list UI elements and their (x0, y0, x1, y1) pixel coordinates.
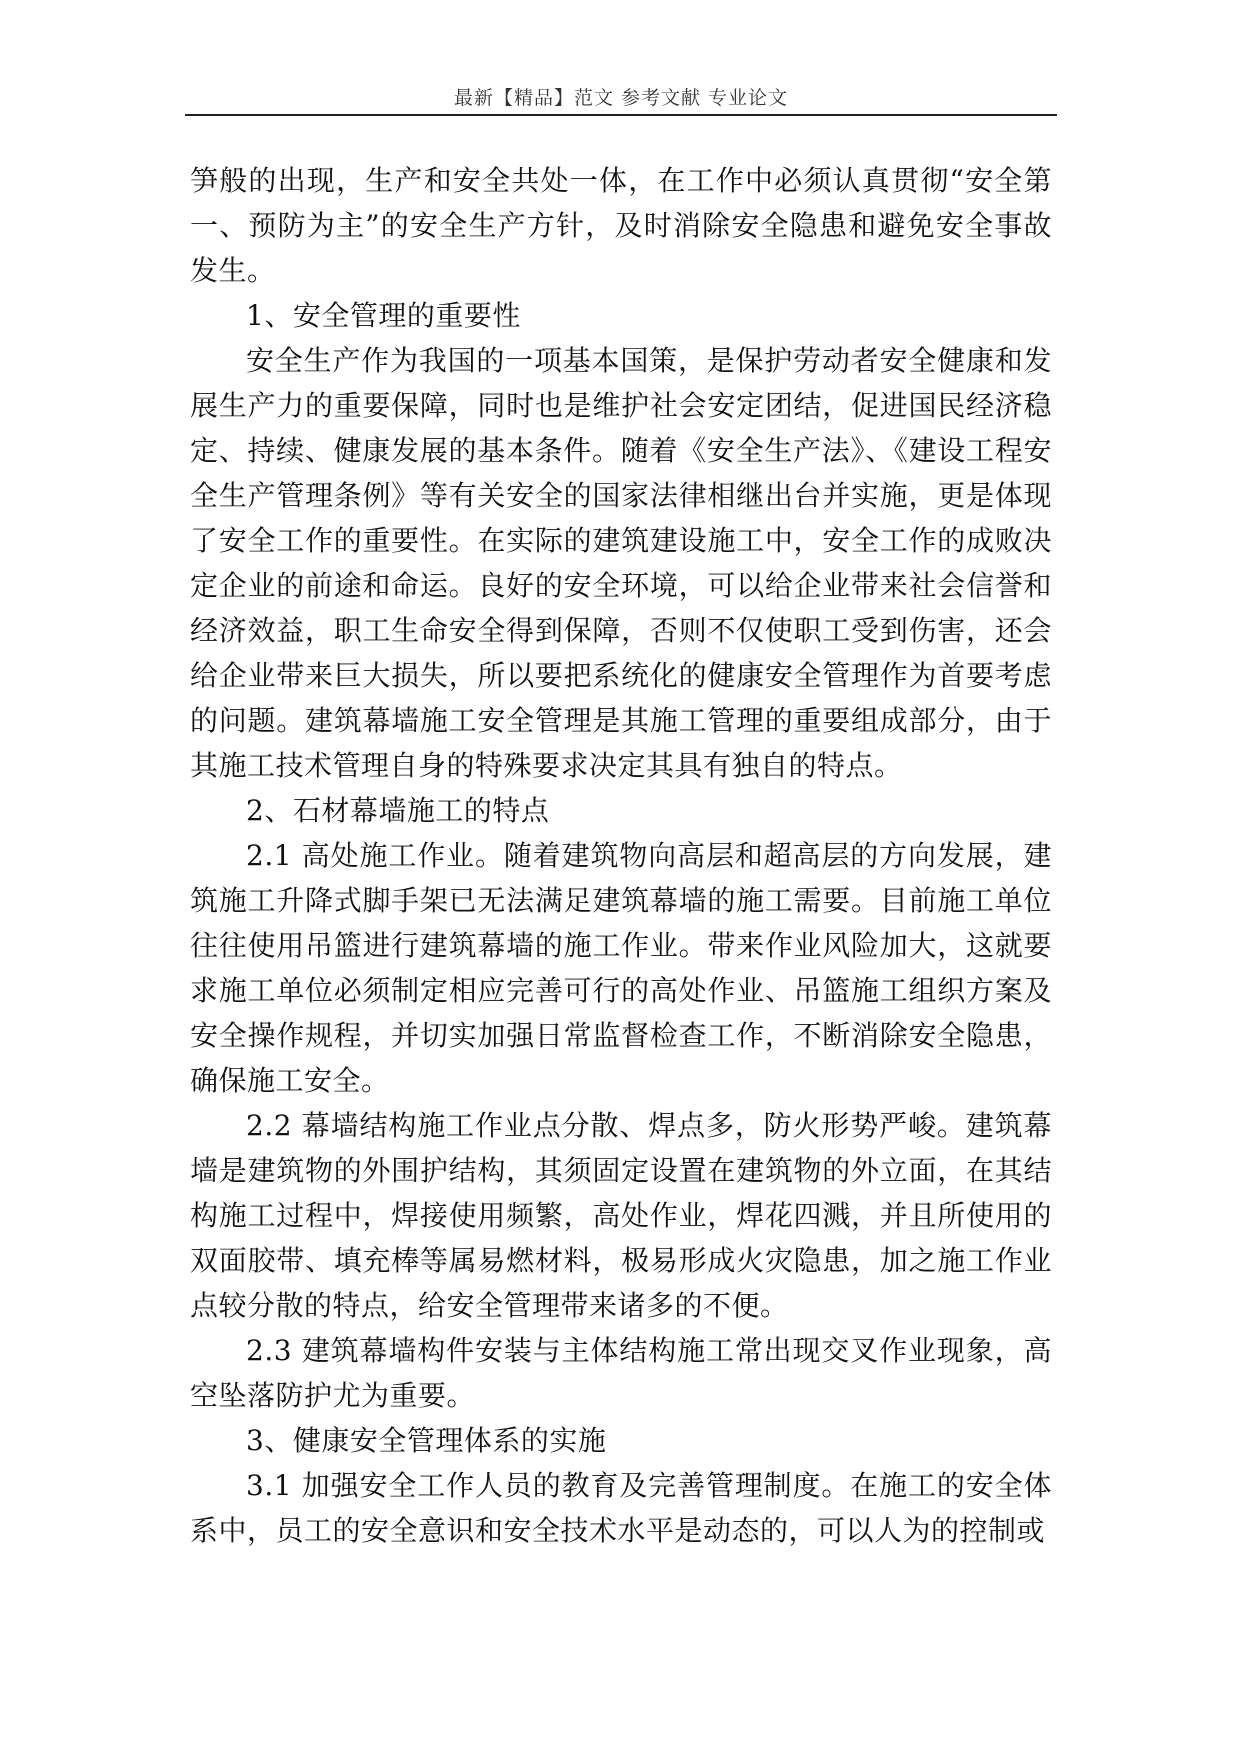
running-header: 最新【精品】范文 参考文献 专业论文 (453, 87, 789, 109)
section-heading-1: 1、安全管理的重要性 (246, 299, 521, 332)
document-body (190, 158, 1052, 1553)
header-divider (185, 114, 1057, 116)
paragraph-2-3: 2.3 建筑幕墙构件安装与主体结构施工常出现交叉作业现象，高空坠落防护尤为重要。 (190, 1334, 1052, 1412)
paragraph-2-1: 2.1 高处施工作业。随着建筑物向高层和超高层的方向发展，建筑施工升降式脚手架已无法满足建筑幕墙的施工需要。目前施工单位往往使用吊篮进行建筑幕墙的施工作业。带来作业风险加大，这就要求施工单位必须制定相应完善可行的高处作业、吊篮施工组织方案及安全操作规程，并切实加强日常监督检查工作，不断消除安全隐患，确保施工安全。 (190, 839, 1052, 1097)
paragraph-importance: 安全生产作为我国的一项基本国策，是保护劳动者安全健康和发展生产力的重要保障，同时也是维护社会安定团结，促进国民经济稳定、持续、健康发展的基本条件。随着《安全生产法》、《建设工程安全生产管理条例》等有关安全的国家法律相继出台并实施，更是体现了安全工作的重要性。在实际的建筑建设施工中，安全工作的成败决定企业的前途和命运。良好的安全环境，可以给企业带来社会信誉和经济效益，职工生命安全得到保障，否则不仅使职工受到伤害，还会给企业带来巨大损失，所以要把系统化的健康安全管理作为首要考虑的问题。建筑幕墙施工安全管理是其施工管理的重要组成部分，由于其施工技术管理自身的特殊要求决定其具有独自的特点。 (190, 344, 1052, 782)
paragraph-continuation: 笋般的出现，生产和安全共处一体，在工作中必须认真贯彻“安全第一、预防为主”的安全生产方针，及时消除安全隐患和避免安全事故发生。 (190, 164, 1052, 287)
section-heading-2: 2、石材幕墙施工的特点 (246, 794, 550, 827)
paragraph-3-1: 3.1 加强安全工作人员的教育及完善管理制度。在施工的安全体系中，员工的安全意识和安全技术水平是动态的，可以人为的控制或 (190, 1469, 1052, 1547)
paragraph-2-2: 2.2 幕墙结构施工作业点分散、焊点多，防火形势严峻。建筑幕墙是建筑物的外围护结构，其须固定设置在建筑物的外立面，在其结构施工过程中，焊接使用频繁，高处作业，焊花四溅，并且所使用的双面胶带、填充棒等属易燃材料，极易形成火灾隐患，加之施工作业点较分散的特点，给安全管理带来诸多的不便。 (190, 1109, 1052, 1322)
section-heading-3: 3、健康安全管理体系的实施 (246, 1424, 607, 1457)
